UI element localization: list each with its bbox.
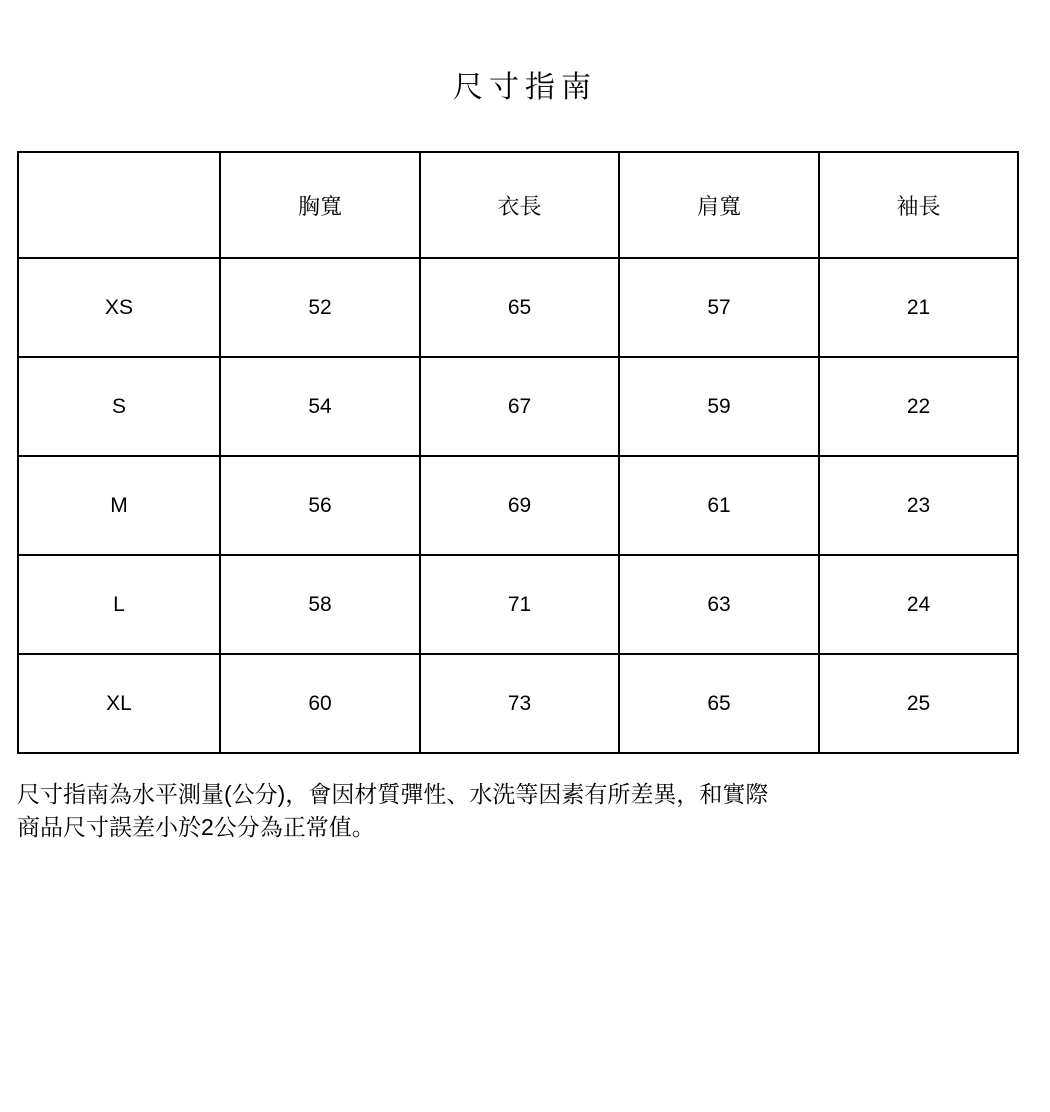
table-row bbox=[18, 555, 1018, 654]
table-cell-size: XL bbox=[18, 654, 220, 753]
table-cell-size: M bbox=[18, 456, 220, 555]
table-cell-size: S bbox=[18, 357, 220, 456]
measurement-note bbox=[17, 778, 1022, 845]
table-cell-chest: 58 bbox=[220, 555, 420, 654]
table-header-cell-length: 衣長 bbox=[420, 152, 619, 258]
table-cell-sleeve: 23 bbox=[819, 456, 1018, 555]
table-cell-length: 69 bbox=[420, 456, 619, 555]
table-cell-size: L bbox=[18, 555, 220, 654]
table-cell-shoulder: 61 bbox=[619, 456, 819, 555]
table-cell-sleeve: 21 bbox=[819, 258, 1018, 357]
table-header-cell-shoulder: 肩寬 bbox=[619, 152, 819, 258]
table-cell-length: 65 bbox=[420, 258, 619, 357]
table-row bbox=[18, 258, 1018, 357]
size-table-container bbox=[17, 151, 1033, 754]
table-cell-shoulder: 63 bbox=[619, 555, 819, 654]
table-cell-length: 71 bbox=[420, 555, 619, 654]
measurement-note-line-1: 尺寸指南為水平測量(公分)，會因材質彈性、水洗等因素有所差異，和實際 bbox=[17, 781, 769, 807]
table-cell-chest: 60 bbox=[220, 654, 420, 753]
table-cell-sleeve: 25 bbox=[819, 654, 1018, 753]
table-header-cell-size bbox=[18, 152, 220, 258]
table-cell-chest: 56 bbox=[220, 456, 420, 555]
size-table bbox=[17, 151, 1019, 754]
table-cell-size: XS bbox=[18, 258, 220, 357]
measurement-note-line-2: 商品尺寸誤差小於2公分為正常值。 bbox=[17, 814, 375, 841]
table-cell-sleeve: 24 bbox=[819, 555, 1018, 654]
table-header-cell-sleeve: 袖長 bbox=[819, 152, 1018, 258]
table-cell-shoulder: 59 bbox=[619, 357, 819, 456]
table-row bbox=[18, 654, 1018, 753]
table-cell-chest: 54 bbox=[220, 357, 420, 456]
page-title: 尺寸指南 bbox=[453, 71, 597, 104]
table-cell-sleeve: 22 bbox=[819, 357, 1018, 456]
table-cell-length: 67 bbox=[420, 357, 619, 456]
table-cell-shoulder: 65 bbox=[619, 654, 819, 753]
table-header-row bbox=[18, 152, 1018, 258]
table-header-cell-chest: 胸寬 bbox=[220, 152, 420, 258]
table-cell-chest: 52 bbox=[220, 258, 420, 357]
size-guide-page bbox=[0, 62, 1050, 1112]
table-row bbox=[18, 357, 1018, 456]
table-cell-shoulder: 57 bbox=[619, 258, 819, 357]
table-cell-length: 73 bbox=[420, 654, 619, 753]
table-row bbox=[18, 456, 1018, 555]
